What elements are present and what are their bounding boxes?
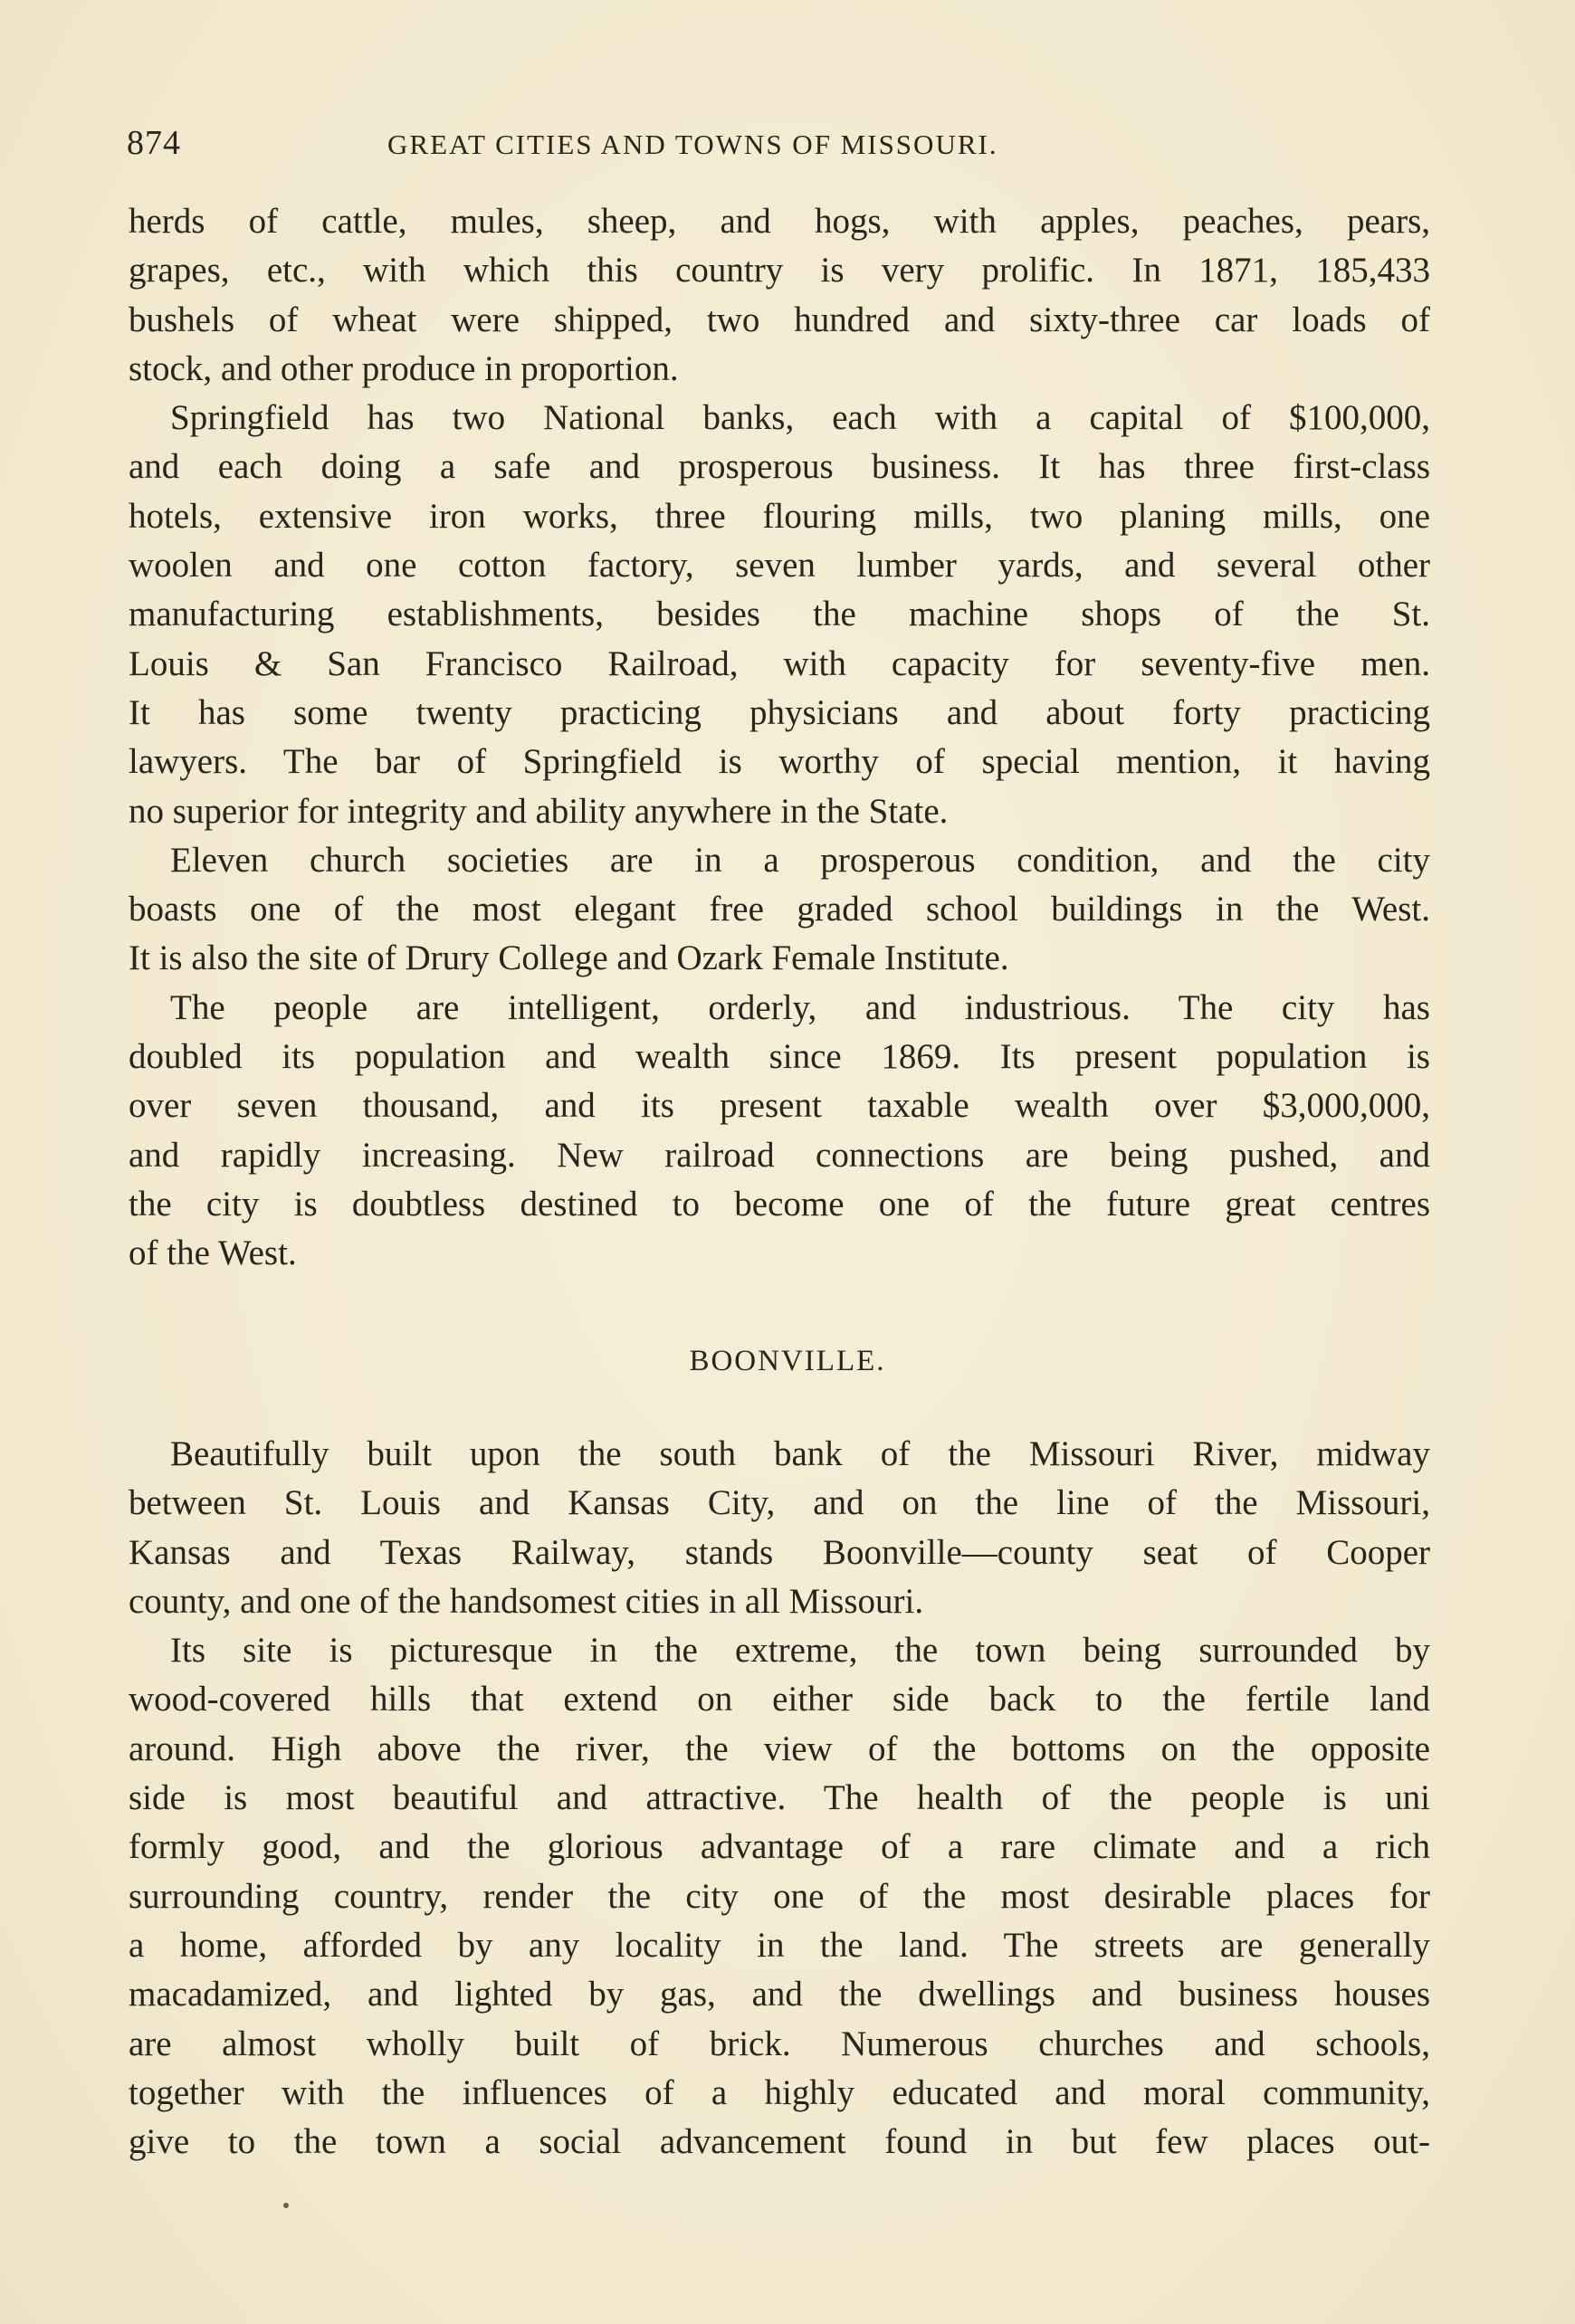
text-line: a home, afforded by any locality in the land. The streets are generally bbox=[129, 1925, 1430, 1965]
text-line: boasts one of the most elegant free graded school buildings in the West. bbox=[129, 890, 1430, 929]
text-line: of the West. bbox=[129, 1233, 297, 1273]
text-line: stock, and other produce in proportion. bbox=[129, 348, 679, 388]
running-head: GREAT CITIES AND TOWNS OF MISSOURI. bbox=[387, 129, 998, 160]
text-line: side is most beautiful and attractive. The health of the people is uni bbox=[129, 1778, 1430, 1818]
text-line: herds of cattle, mules, sheep, and hogs, with apples, peaches, pears, bbox=[129, 202, 1430, 241]
text-line: formly good, and the glorious advantage of a rare climate and a rich bbox=[129, 1827, 1430, 1867]
text-line: macadamized, and lighted by gas, and the dwellings and business houses bbox=[129, 1975, 1430, 2014]
text-line: It has some twenty practicing physicians and about forty practicing bbox=[129, 692, 1430, 732]
text-line: and rapidly increasing. New railroad connections are being pushed, and bbox=[129, 1135, 1430, 1175]
text-line: wood-covered hills that extend on either side back to the fertile land bbox=[129, 1680, 1430, 1719]
text-line: between St. Louis and Kansas City, and on the line of the Missouri, bbox=[129, 1483, 1430, 1523]
text-line: are almost wholly built of brick. Numerous churches and schools, bbox=[129, 2024, 1430, 2063]
text-line: over seven thousand, and its present taxable wealth over $3,000,000, bbox=[129, 1086, 1430, 1126]
text-line: around. High above the river, the view of the bottoms on the opposite bbox=[129, 1729, 1430, 1768]
boonville-text bbox=[129, 1430, 1430, 2167]
text-line: and each doing a safe and prosperous business. It has three first-class bbox=[129, 447, 1430, 487]
text-line: give to the town a social advancement found in but few places out- bbox=[129, 2122, 1430, 2162]
text-line: doubled its population and wealth since 1869. Its present population is bbox=[129, 1037, 1430, 1077]
text-line: bushels of wheat were shipped, two hundred and sixty-three car loads of bbox=[129, 300, 1430, 339]
text-line: Springfield has two National banks, each with a capital of $100,000, bbox=[170, 398, 1430, 438]
text-line: It is also the site of Drury College and Ozark Female Institute. bbox=[129, 938, 1009, 978]
text-line: surrounding country, render the city one of the most desirable places for bbox=[129, 1876, 1430, 1916]
text-line: Kansas and Texas Railway, stands Boonville—county seat of Cooper bbox=[129, 1532, 1430, 1572]
page-number: 874 bbox=[127, 124, 181, 162]
text-line: woolen and one cotton factory, seven lumber yards, and several other bbox=[129, 546, 1430, 586]
text-line: grapes, etc., with which this country is very prolific. In 1871, 185,433 bbox=[129, 251, 1430, 290]
text-line: together with the influences of a highly educated and moral community, bbox=[129, 2072, 1430, 2112]
text-line: manufacturing establishments, besides the machine shops of the St. bbox=[129, 595, 1430, 634]
text-line: the city is doubtless destined to become one of the future great centres bbox=[129, 1184, 1430, 1224]
text-line: Louis & San Francisco Railroad, with capacity for seventy-five men. bbox=[129, 643, 1430, 683]
text-line: county, and one of the handsomest cities in all Missouri. bbox=[129, 1581, 924, 1621]
text-line: Beautifully built upon the south bank of the Missouri River, midway bbox=[170, 1434, 1430, 1473]
text-line: hotels, extensive iron works, three flouring mills, two planing mills, one bbox=[129, 496, 1430, 536]
page-header bbox=[127, 123, 1195, 168]
ink-speck bbox=[283, 2203, 289, 2208]
text-line: The people are intelligent, orderly, and industrious. The city has bbox=[170, 987, 1430, 1027]
text-line: Eleven church societies are in a prosperous condition, and the city bbox=[170, 840, 1430, 880]
text-line: lawyers. The bar of Springfield is worthy of special mention, it having bbox=[129, 742, 1430, 782]
text-line: no superior for integrity and ability anywhere in the State. bbox=[129, 791, 949, 831]
text-line: Its site is picturesque in the extreme, the town being surrounded by bbox=[170, 1631, 1430, 1671]
section-heading: BOONVILLE. bbox=[689, 1345, 886, 1377]
springfield-text bbox=[129, 197, 1430, 1279]
